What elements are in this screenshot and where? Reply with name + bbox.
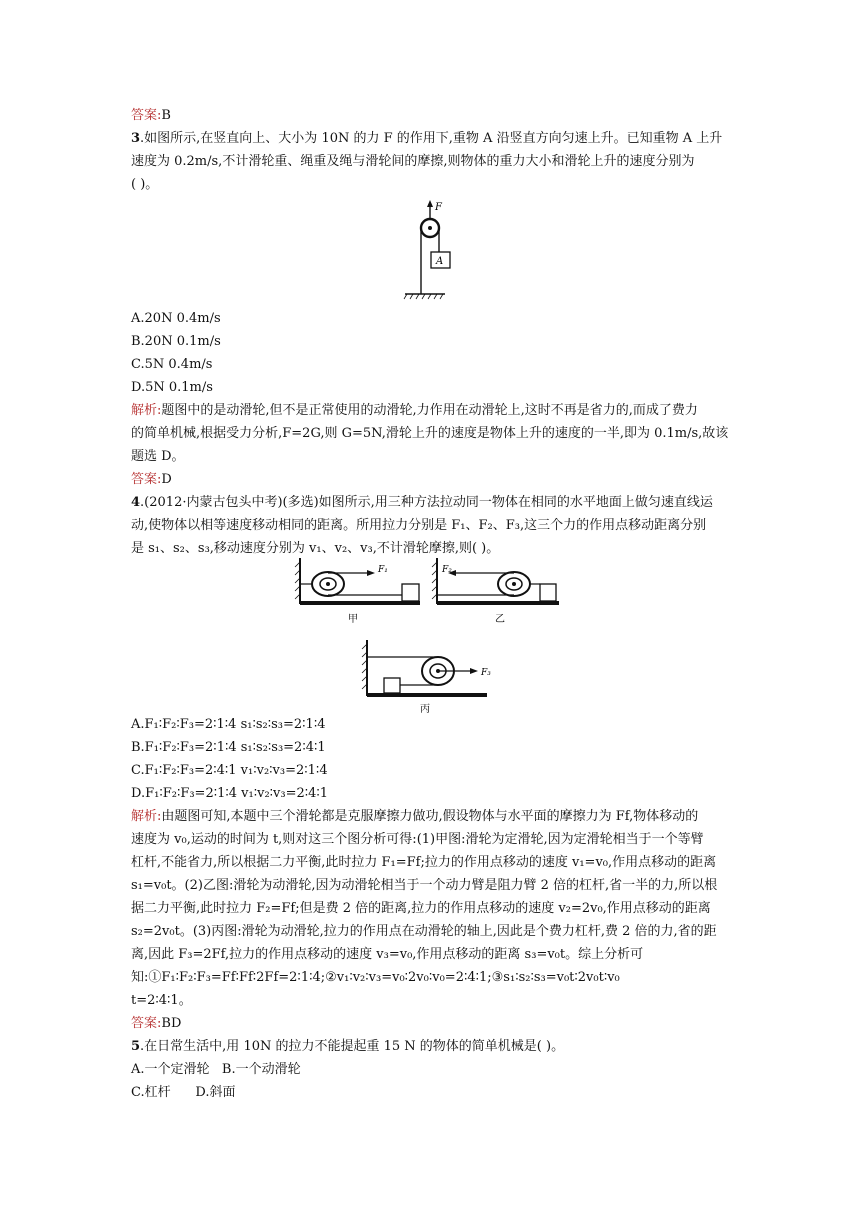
force-label: F: [435, 202, 442, 213]
option-a: A.F₁∶F₂∶F₃=2∶1∶4 s₁∶s₂∶s₃=2∶1∶4: [131, 717, 326, 732]
block-label: A: [436, 256, 444, 267]
question-text: .(2012·内蒙古包头中考)(多选)如图所示,用三种方法拉动同一物体在相同的水平地面上做匀速直线运: [140, 495, 713, 510]
question-4-stem-cont: 是 s₁、s₂、s₃,移动速度分别为 v₁、v₂、v₃,不计滑轮摩擦,则( )。: [131, 541, 500, 556]
force-label: F₃: [481, 668, 491, 678]
panel-caption: 乙: [495, 614, 505, 625]
analysis-line: 的简单机械,根据受力分析,F=2G,则 G=5N,滑轮上升的速度是物体上升的速度的一半,即为 0.1m/s,故该: [131, 426, 729, 441]
analysis-line: 离,因此 F₃=2Ff,拉力的作用点移动的速度 v₃=v₀,作用点移动的距离 s₃=v₀t。综上分析可: [131, 947, 644, 962]
option-row: A.一个定滑轮 B.一个动滑轮: [131, 1062, 301, 1077]
analysis-line: 杠杆,不能省力,所以根据二力平衡,此时拉力 F₁=Ff;拉力的作用点移动的速度 v₁=v₀,作用点移动的距离: [131, 855, 717, 870]
answer-label: 答案:: [131, 472, 162, 487]
answer-line: [131, 469, 172, 491]
analysis-label: 解析:: [131, 403, 162, 418]
option-c: C.F₁∶F₂∶F₃=2∶4∶1 v₁∶v₂∶v₃=2∶1∶4: [131, 763, 328, 778]
answer-label: 答案:: [131, 1016, 162, 1031]
figure-pulley-vertical: [395, 200, 465, 300]
figure-pulleys-horizontal: [290, 554, 565, 716]
question-3-stem-cont: 速度为 0.2m/s,不计滑轮重、绳重及绳与滑轮间的摩擦,则物体的重力大小和滑轮上升的速度分别为: [131, 154, 695, 169]
answer-value: D: [161, 472, 172, 487]
question-text: .如图所示,在竖直向上、大小为 10N 的力 F 的作用下,重物 A 沿竖直方向匀速上升。已知重物 A 上升: [140, 131, 723, 146]
panel-jia: [295, 558, 420, 625]
panel-yi: [432, 558, 559, 625]
analysis-line: 题选 D。: [131, 449, 185, 464]
question-text: .在日常生活中,用 10N 的拉力不能提起重 15 N 的物体的简单机械是( )。: [140, 1039, 565, 1054]
answer-label: 答案:: [131, 108, 162, 123]
question-4-stem: [131, 492, 713, 514]
answer-line: [131, 1013, 181, 1035]
question-number: 5: [131, 1039, 141, 1054]
answer-value: BD: [161, 1016, 182, 1031]
option-a: A.20N 0.4m/s: [131, 311, 221, 326]
option-d: D.F₁∶F₂∶F₃=2∶1∶4 v₁∶v₂∶v₃=2∶4∶1: [131, 786, 329, 801]
option-c: C.5N 0.4m/s: [131, 357, 213, 372]
analysis-line: 知:①F₁∶F₂∶F₃=Ff∶Ff∶2Ff=2∶1∶4;②v₁∶v₂∶v₃=v₀∶2v₀∶v₀=2∶4∶1;③s₁∶s₂∶s₃=v₀t∶2v₀t∶v₀: [131, 970, 620, 985]
option-b: B.F₁∶F₂∶F₃=2∶1∶4 s₁∶s₂∶s₃=2∶4∶1: [131, 740, 326, 755]
analysis-line: 据二力平衡,此时拉力 F₂=Ff;但是费 2 倍的距离,拉力的作用点移动的速度 v₂=2v₀,作用点移动的距离: [131, 901, 711, 916]
answer-value: B: [161, 108, 171, 123]
analysis-line: t=2∶4∶1。: [131, 993, 192, 1008]
force-label: F₂: [442, 565, 452, 575]
option-row: C.杠杆 D.斜面: [131, 1085, 236, 1100]
analysis-line: 速度为 v₀,运动的时间为 t,则对这三个图分析可得:(1)甲图:滑轮为定滑轮,因为定滑轮相当于一个等臂: [131, 832, 704, 847]
panel-bing: [362, 640, 491, 715]
answer-line: [131, 105, 171, 127]
analysis-label: 解析:: [131, 809, 162, 824]
option-d: D.5N 0.1m/s: [131, 380, 213, 395]
panel-caption: 甲: [348, 614, 358, 625]
question-number: 3: [131, 131, 141, 146]
option-b: B.20N 0.1m/s: [131, 334, 221, 349]
question-3-blank: ( )。: [131, 177, 159, 192]
analysis-line: s₂=2v₀t。(3)丙图:滑轮为动滑轮,拉力的作用点在动滑轮的轴上,因此是个费力杠杆,费 2 倍的力,省的距: [131, 924, 717, 939]
analysis-line: s₁=v₀t。(2)乙图:滑轮为动滑轮,因为动滑轮相当于一个动力臂是阻力臂 2 倍的杠杆,省一半的力,所以根: [131, 878, 718, 893]
question-number: 4: [131, 495, 141, 510]
analysis-line: 解析:由题图可知,本题中三个滑轮都是克服摩擦力做功,假设物体与水平面的摩擦力为 Ff,物体移动的: [131, 809, 699, 824]
question-4-stem-cont: 动,使物体以相等速度移动相同的距离。所用拉力分别是 F₁、F₂、F₃,这三个力的作用点移动距离分别: [131, 518, 707, 533]
force-label: F₁: [378, 565, 388, 575]
question-3-stem: [131, 128, 722, 150]
question-5-stem: [131, 1036, 564, 1058]
panel-caption: 丙: [420, 704, 430, 715]
analysis-line: 解析:题图中的是动滑轮,但不是正常使用的动滑轮,力作用在动滑轮上,这时不再是省力的,而成了费力: [131, 403, 698, 418]
